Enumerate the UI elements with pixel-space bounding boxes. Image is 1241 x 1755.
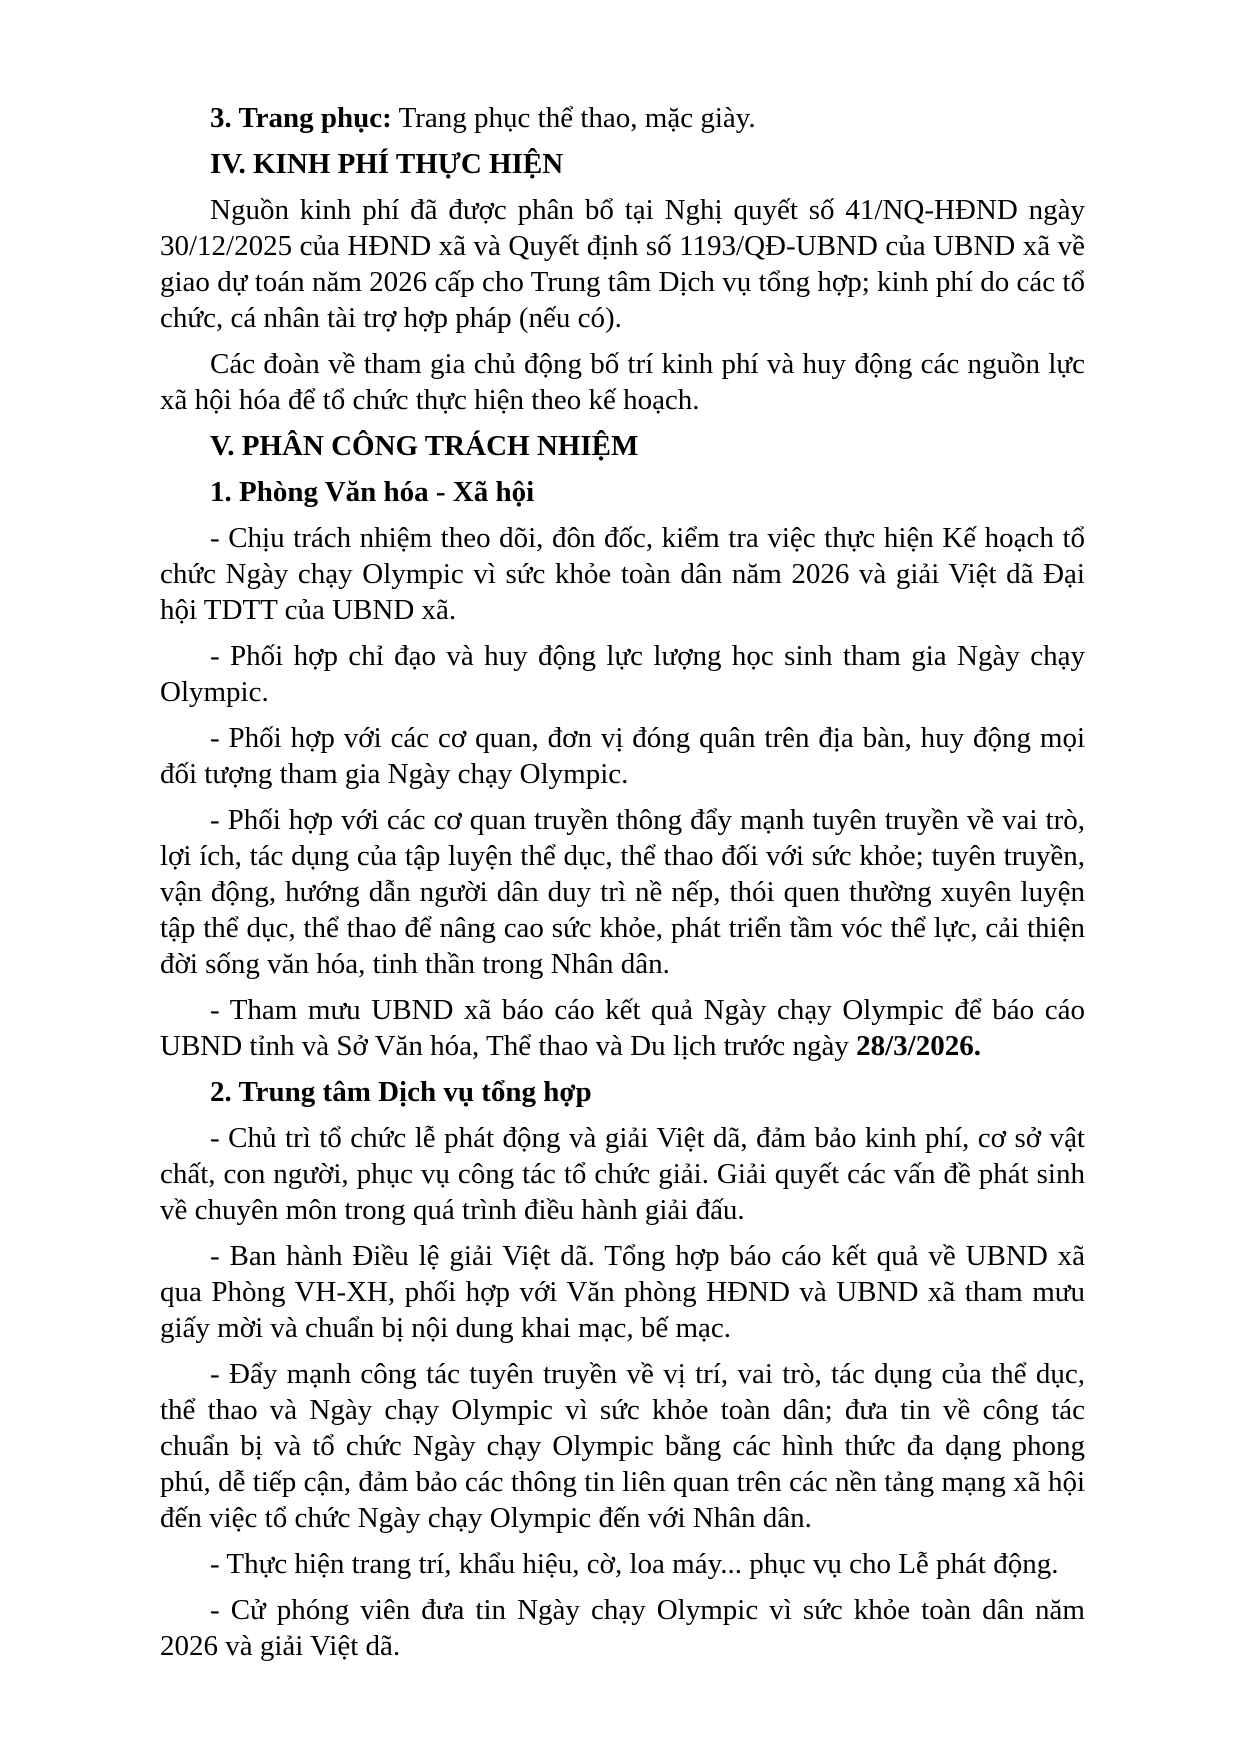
section-v-heading: V. PHÂN CÔNG TRÁCH NHIỆM [210, 430, 639, 462]
list-item-report-deadline [160, 992, 1085, 1064]
list-item-text: - Tham mưu UBND xã báo cáo kết quả Ngày chạy Olympic để báo cáo UBND tỉnh và Sở Văn hóa, Thể thao và Du lịch trước ngày [160, 994, 1085, 1062]
list-item: - Cử phóng viên đưa tin Ngày chạy Olympic vì sức khỏe toàn dân năm 2026 và giải Việt dã. [160, 1594, 1085, 1662]
paragraph-funding-source: Nguồn kinh phí đã được phân bổ tại Nghị quyết số 41/NQ-HĐND ngày 30/12/2025 của HĐND xã và Quyết định số 1193/QĐ-UBND của UBND xã về giao dự toán năm 2026 cấp cho Trung tâm Dịch vụ tổng hợp; kinh phí do các tổ chức, cá nhân tài trợ hợp pháp (nếu có). [160, 194, 1085, 334]
subsection-1-heading: 1. Phòng Văn hóa - Xã hội [210, 476, 535, 508]
list-item: - Phối hợp với các cơ quan truyền thông đẩy mạnh tuyên truyền về vai trò, lợi ích, tác dụng của tập luyện thể dục, thể thao đối với sức khỏe; tuyên truyền, vận động, hướng dẫn người dân duy trì nề nếp, thói quen thường xuyên luyện tập thể dục, thể thao để nâng cao sức khỏe, phát triển tầm vóc thể lực, cải thiện đời sống văn hóa, tinh thần trong Nhân dân. [160, 804, 1085, 980]
list-item: - Phối hợp chỉ đạo và huy động lực lượng học sinh tham gia Ngày chạy Olympic. [160, 640, 1085, 708]
list-item: - Ban hành Điều lệ giải Việt dã. Tổng hợp báo cáo kết quả về UBND xã qua Phòng VH-XH, phối hợp với Văn phòng HĐND và UBND xã tham mưu giấy mời và chuẩn bị nội dung khai mạc, bế mạc. [160, 1240, 1085, 1344]
dress-code-item [160, 100, 1085, 136]
subsection-2-heading: 2. Trung tâm Dịch vụ tổng hợp [210, 1076, 592, 1108]
list-item: - Thực hiện trang trí, khẩu hiệu, cờ, loa máy... phục vụ cho Lễ phát động. [210, 1548, 1059, 1580]
list-item: - Đẩy mạnh công tác tuyên truyền về vị trí, vai trò, tác dụng của thể dục, thể thao và Ngày chạy Olympic vì sức khỏe toàn dân; đưa tin về công tác chuẩn bị và tổ chức Ngày chạy Olympic bằng các hình thức đa dạng phong phú, dễ tiếp cận, đảm bảo các thông tin liên quan trên các nền tảng mạng xã hội đến việc tổ chức Ngày chạy Olympic đến với Nhân dân. [160, 1358, 1085, 1534]
list-item: - Phối hợp với các cơ quan, đơn vị đóng quân trên địa bàn, huy động mọi đối tượng tham gia Ngày chạy Olympic. [160, 722, 1085, 790]
dress-code-text: Trang phục thể thao, mặc giày. [398, 102, 756, 134]
dress-code-label: 3. Trang phục: [210, 102, 392, 134]
list-item: - Chịu trách nhiệm theo dõi, đôn đốc, kiểm tra việc thực hiện Kế hoạch tổ chức Ngày chạy Olympic vì sức khỏe toàn dân năm 2026 và giải Việt dã Đại hội TDTT của UBND xã. [160, 522, 1085, 626]
list-item: - Chủ trì tổ chức lễ phát động và giải Việt dã, đảm bảo kinh phí, cơ sở vật chất, con người, phục vụ công tác tổ chức giải. Giải quyết các vấn đề phát sinh về chuyên môn trong quá trình điều hành giải đấu. [160, 1122, 1085, 1226]
paragraph-delegation-funding: Các đoàn về tham gia chủ động bố trí kinh phí và huy động các nguồn lực xã hội hóa để tổ chức thực hiện theo kế hoạch. [160, 348, 1085, 416]
section-iv-heading: IV. KINH PHÍ THỰC HIỆN [210, 148, 564, 180]
report-deadline-date: 28/3/2026. [856, 1030, 981, 1062]
